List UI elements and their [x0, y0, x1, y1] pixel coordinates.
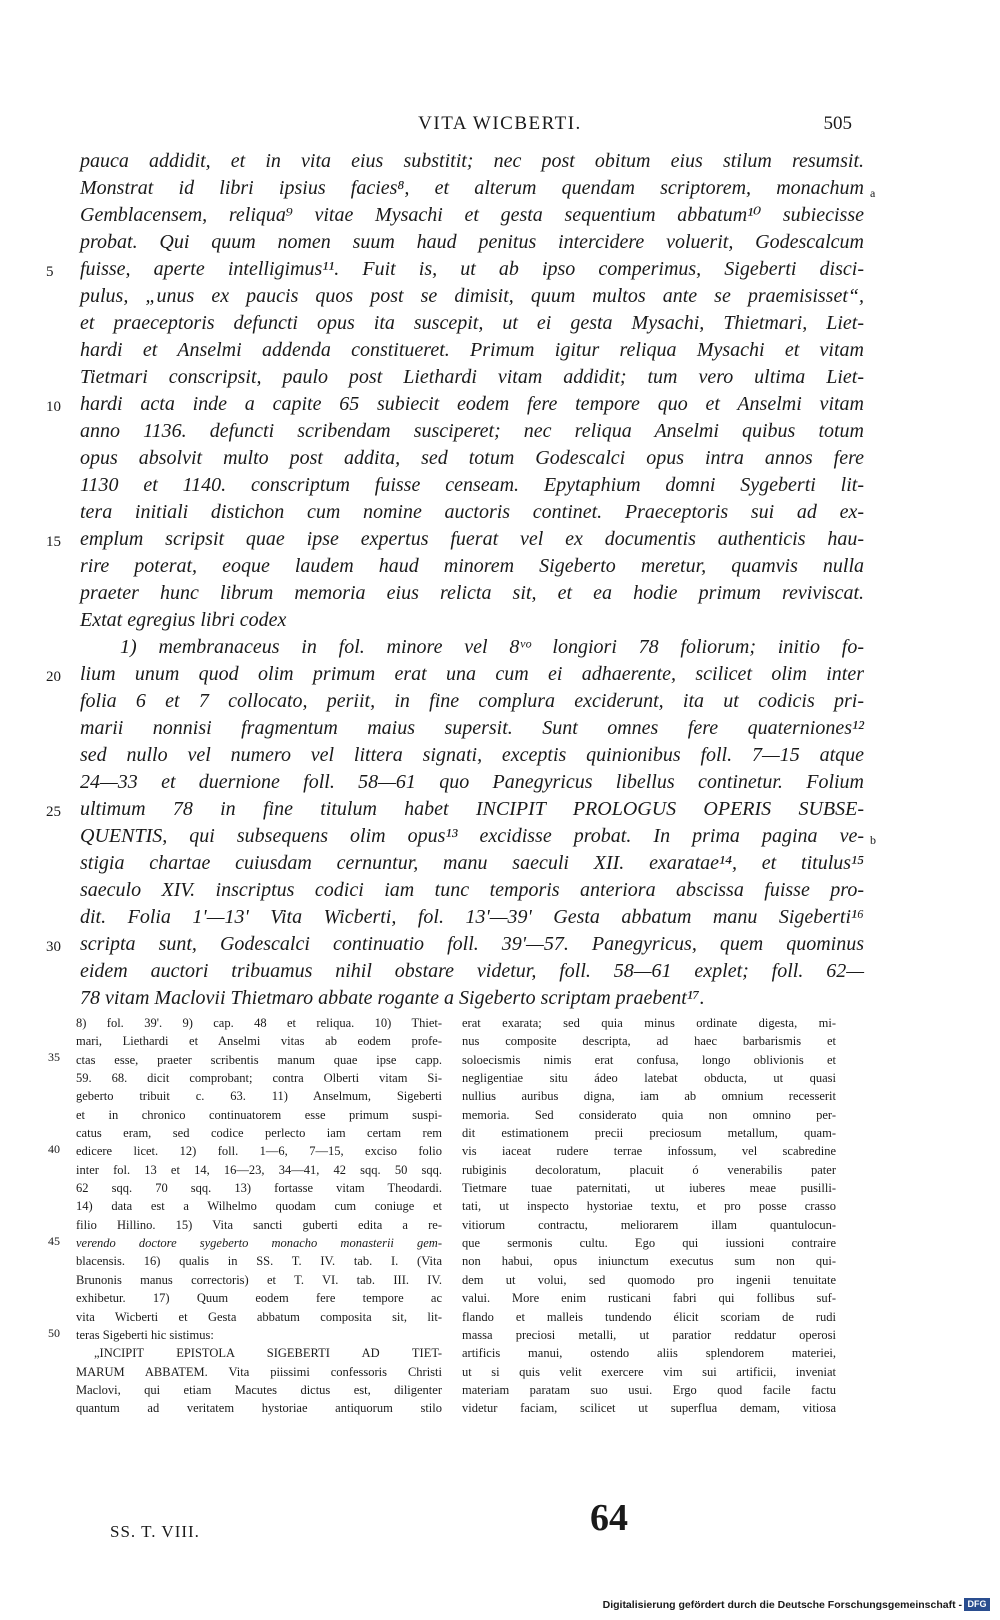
footnote-line: filio Hillino. 15) Vita sancti guberti edita a re- [76, 1217, 442, 1232]
footnote-line: artificis manui, ostendo aliis splendorem materiei, [462, 1346, 836, 1361]
footnote-line: tati, ut inspecto hystoriae textu, et pro posse crasso [462, 1199, 836, 1214]
footnote-line: 59. 68. dicit comprobant; contra Olberti vitam Si- [76, 1071, 442, 1086]
footnote-line: mari, Liethardi et Anselmi vitas ab eodem profe- [76, 1034, 442, 1049]
footnote-line-number: 45 [48, 1234, 60, 1248]
text-line: fuisse, aperte intelligimus¹¹. Fuit is, ut ab ipso comperimus, Sigeberti disci- [80, 258, 864, 280]
margin-note: b [870, 833, 876, 847]
line-number: 10 [46, 399, 61, 415]
footnote-line: memoria. Sed considerato quia non omnino per- [462, 1107, 836, 1122]
line-number: 20 [46, 669, 61, 685]
footnote-line: non habui, opus iniunctum executus sum non qui- [462, 1254, 836, 1269]
footnote-line: Tietmare tuae paternitati, ut iuberes meae pusilli- [462, 1181, 836, 1196]
text-line: probat. Qui quum nomen suum haud penitus intercidere voluerit, Godescalcum [80, 231, 864, 253]
footnote-line: MARUM ABBATEM. Vita piissimi confessoris Christi [76, 1364, 442, 1379]
footnote-line: teras Sigeberti hic sistimus: [76, 1327, 214, 1342]
footnote-line: catus eram, sed codice perlecto iam certam rem [76, 1126, 442, 1141]
footnote-line: quantum ad veritatem hystoriae antiquorum stilo [76, 1401, 442, 1416]
text-line: Gemblacensem, reliqua⁹ vitae Mysachi et gesta sequentium abbatum¹⁰ subiecisse [80, 204, 864, 226]
footnote-line: rubiginis decoloratum, placuit ó venerabilis pater [462, 1162, 836, 1177]
text-line: praeter hunc librum memoria eius relicta sit, et ea hodie primum reviviscat. [80, 582, 864, 604]
footnote-line-number: 40 [48, 1142, 60, 1156]
footnote-line-number: 50 [48, 1326, 60, 1340]
text-line: hardi acta inde a capite 65 subiecit eodem fere tempore quo et Anselmi vitam [80, 393, 864, 415]
margin-note: a [870, 186, 876, 200]
line-number: 5 [46, 264, 54, 280]
text-line: stigia chartae cuiusdam cernuntur, manu saeculi XII. exaratae¹⁴, et titulus¹⁵ [80, 852, 864, 874]
footnote-line: dem ut volui, sed quomodo pro ingenii tenuitate [462, 1272, 836, 1287]
text-line: 1) membranaceus in fol. minore vel 8ᵛᵒ longiori 78 foliorum; initio fo- [120, 636, 864, 658]
text-line: pulus, „unus ex paucis quos post se dimisit, quum multos ante se praemisisset“, [80, 285, 864, 307]
footnote-line: vita Wicberti et Gesta abbatum composita sit, lit- [76, 1309, 442, 1324]
text-line: pauca addidit, et in vita eius substitit; nec post obitum eius stilum resumsit. [80, 150, 864, 172]
footnote-line: ctas esse, praeter scribentis manum quae ipse capp. [76, 1052, 442, 1067]
text-line: dit. Folia 1'—13' Vita Wicberti, fol. 13'—39' Gesta abbatum manu Sigeberti¹⁶ [80, 906, 864, 928]
footnote-line: edicere licet. 12) foll. 1—6, 7—15, exciso folio [76, 1144, 442, 1159]
footnote-line: verendo doctore sygeberto monacho monasterii gem- [76, 1236, 442, 1251]
footnotes-right-column [462, 1014, 836, 1418]
text-line: 78 vitam Maclovii Thietmaro abbate rogante a Sigeberto scriptam praebent¹⁷. [80, 987, 705, 1009]
footnote-line: negligentiae situ ádeo latebat obducta, ut quasi [462, 1071, 836, 1086]
text-line: opus absolvit multo post addita, sed totum Godescalci opus intra annos fere [80, 447, 864, 469]
running-title: VITA WICBERTI. [418, 113, 582, 134]
text-line: sed nullo vel numero vel littera signati, exceptis quinionibus foll. 7—15 atque [80, 744, 864, 766]
footnote-line: 14) data est a Wilhelmo quodam cum coniuge et [76, 1199, 442, 1214]
footnote-line: nullius auribus digna, iam ab omnium recesserit [462, 1089, 836, 1104]
text-line: et praeceptoris defuncti opus ita suscepit, ut ei gesta Mysachi, Thietmari, Liet- [80, 312, 864, 334]
sheet-signature: 64 [590, 1497, 628, 1539]
text-line: scripta sunt, Godescalci continuatio foll. 39'—57. Panegyricus, quem quominus [80, 933, 864, 955]
footnote-line: 62 sqq. 70 sqq. 13) fortasse vitam Theodardi. [76, 1181, 442, 1196]
footnote-line: dit estimationem precii preciosum metallum, quam- [462, 1126, 836, 1141]
text-line: anno 1136. defuncti scribendam susciperet; nec reliqua Anselmi quibus totum [80, 420, 864, 442]
text-line: ultimum 78 in fine titulum habet INCIPIT PROLOGUS OPERIS SUBSE- [80, 798, 864, 820]
text-line: hardi et Anselmi addenda constitueret. Primum igitur reliqua Mysachi et vitam [80, 339, 864, 361]
line-number: 15 [46, 534, 61, 550]
text-line: Extat egregius libri codex [80, 609, 287, 631]
footnote-line: exhibetur. 17) Quum eodem fere tempore ac [76, 1291, 442, 1306]
text-line: marii nonnisi fragmentum maius supersit. Sunt omnes fere quaterniones¹² [80, 717, 864, 739]
text-line: 1130 et 1140. conscriptum fuisse censeam. Epytaphium domni Sygeberti lit- [80, 474, 864, 496]
footnote-line: 8) fol. 39'. 9) cap. 48 et reliqua. 10) Thiet- [76, 1016, 442, 1030]
footnote-line: blacensis. 16) qualis in SS. T. IV. tab. I. (Vita [76, 1254, 442, 1269]
text-line: lium unum quod olim primum erat una cum ei adhaerente, scilicet olim inter [80, 663, 864, 685]
footnote-line-number: 35 [48, 1050, 60, 1064]
footnote-line: Brunonis manus correctoris) et T. VI. tab. III. IV. [76, 1272, 442, 1287]
footnote-line: Maclovi, qui etiam Macutes dictus est, diligenter [76, 1382, 442, 1397]
text-line: folia 6 et 7 collocato, periit, in fine complura exciderunt, ita ut codicis pri- [80, 690, 864, 712]
footnote-line: massa preciosi metalli, ut paratior reddatur operosi [462, 1327, 836, 1342]
volume-signature: SS. T. VIII. [110, 1522, 200, 1541]
footnote-line: et in chronico continuatorem esse primum suspi- [76, 1107, 442, 1122]
footnote-line: erat exarata; sed quia minus ordinate digesta, mi- [462, 1016, 836, 1030]
text-line: emplum scripsit quae ipse expertus fuerat vel ex documentis authenticis hau- [80, 528, 864, 550]
text-line: rire poterat, eoque laudem haud minorem Sigeberto meretur, quamvis nulla [80, 555, 864, 577]
dfg-logo-icon: DFG [964, 1598, 990, 1611]
footnote-line: valui. More enim rusticani fabri qui follibus suf- [462, 1291, 836, 1306]
text-line: 24—33 et duernione foll. 58—61 quo Panegyricus libellus continetur. Folium [80, 771, 864, 793]
text-line: Monstrat id libri ipsius facies⁸, et alterum quendam scriptorem, monachum [80, 177, 864, 199]
footnote-line: que sermonis cultu. Ego qui iussioni contraire [462, 1236, 836, 1251]
digitization-credit: Digitalisierung gefördert durch die Deutsche Forschungsgemeinschaft - [602, 1599, 962, 1611]
footnotes-left-column [76, 1014, 442, 1418]
footnote-line: videtur faciam, scilicet ut superflua demam, vitiosa [462, 1401, 836, 1416]
footnote-line: nus composite descripta, ad haec barbarismis et [462, 1034, 836, 1049]
text-line: QUENTIS, qui subsequens olim opus¹³ excidisse probat. In prima pagina ve- [80, 825, 864, 847]
footnote-line: flando et malleis tundendo élicit scoriam de rudi [462, 1309, 836, 1324]
footnote-line: „INCIPIT EPISTOLA SIGEBERTI AD TIET- [94, 1346, 442, 1361]
footnote-line: vitiorum contractu, meliorarem illam quantulocun- [462, 1217, 836, 1232]
text-line: tera initiali distichon cum nomine auctoris continet. Praeceptoris sui ad ex- [80, 501, 864, 523]
footnote-line: materiam paratam suo usui. Ergo quod facile factu [462, 1382, 836, 1397]
footnote-line: soloecismis nimis erat confusa, longo oblivionis et [462, 1052, 836, 1067]
footnote-line: vis iaceat rudere terrae infossum, vel scabredine [462, 1144, 836, 1159]
footnote-line: geberto tribuit c. 63. 11) Anselmum, Sigeberti [76, 1089, 442, 1104]
footnote-line: ut si quis velit exercere vim sui artificii, inveniat [462, 1364, 836, 1379]
line-number: 30 [46, 939, 61, 955]
text-line: eidem auctori tribuamus nihil obstare videtur, foll. 58—61 explet; foll. 62— [80, 960, 864, 982]
text-line: saeculo XIV. inscriptus codici iam tunc temporis anteriora abscissa fuisse pro- [80, 879, 864, 901]
footnote-line: inter fol. 13 et 14, 16—23, 34—41, 42 sqq. 50 sqq. [76, 1162, 442, 1177]
page-number: 505 [823, 113, 852, 134]
text-line: Tietmari conscripsit, paulo post Liethardi vitam addidit; tum vero ultima Liet- [80, 366, 864, 388]
line-number: 25 [46, 804, 61, 820]
